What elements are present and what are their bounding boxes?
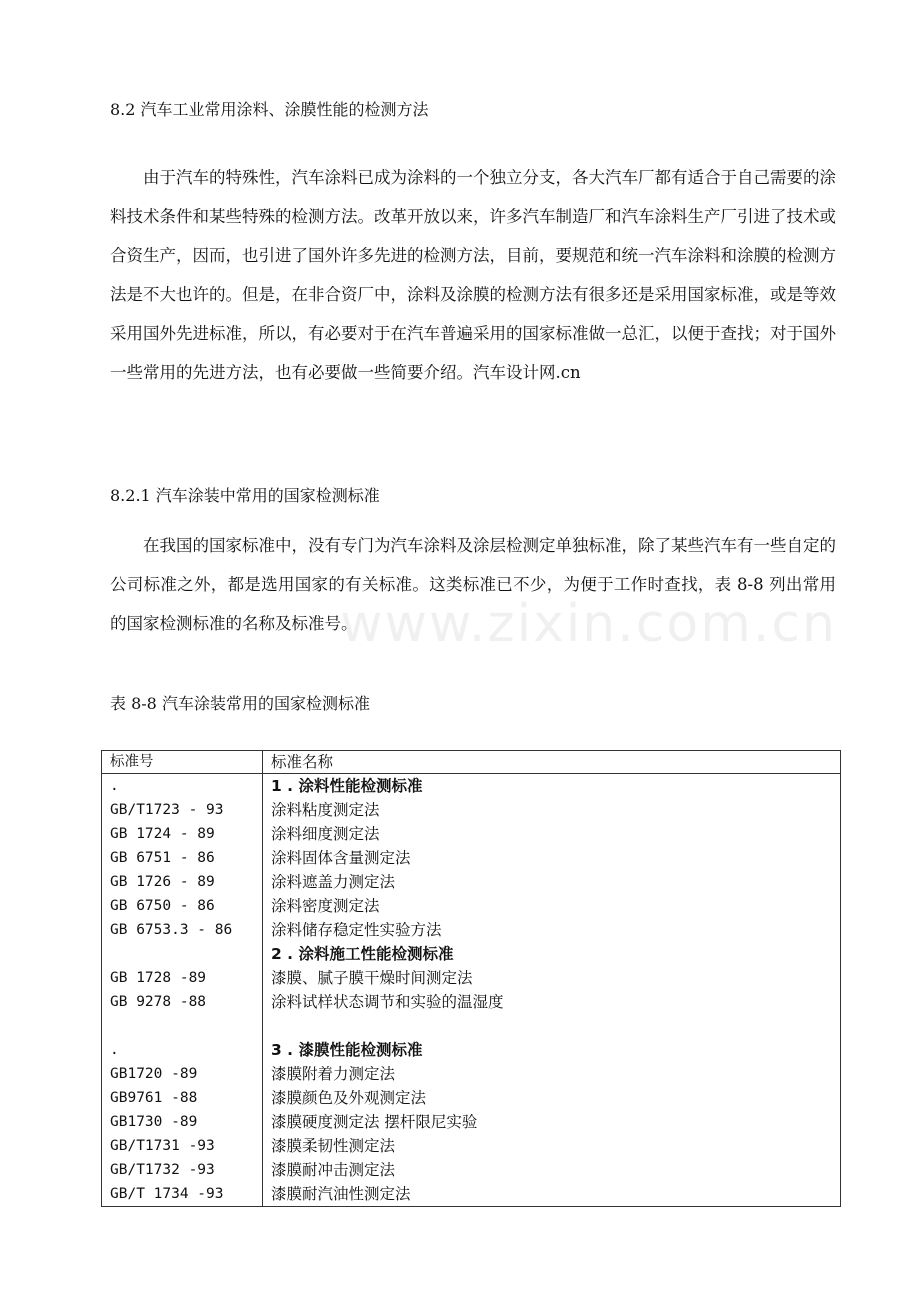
- watermark: www.zixin.com.cn: [340, 594, 837, 654]
- table-body-row: [102, 774, 841, 1207]
- code-cell: .: [110, 778, 119, 794]
- name-cell: 漆膜耐冲击测定法: [271, 1161, 396, 1179]
- header-name: 标准名称: [263, 751, 841, 774]
- code-cell: GB1720 -89: [110, 1066, 198, 1082]
- name-cell: 涂料遮盖力测定法: [271, 873, 396, 891]
- code-cell: GB 6751 - 86: [110, 850, 215, 866]
- name-cell: 涂料试样状态调节和实验的温湿度: [271, 993, 504, 1011]
- code-cell: GB9761 -88: [110, 1090, 198, 1106]
- code-cell: GB 6753.3 - 86: [110, 922, 233, 938]
- name-cell: 涂料粘度测定法: [271, 801, 380, 819]
- code-cell: GB/T1723 - 93: [110, 802, 224, 818]
- name-cell: 涂料密度测定法: [271, 897, 380, 915]
- header-code: 标准号: [102, 751, 263, 774]
- category-title: 2 . 涂料施工性能检测标准: [271, 945, 454, 963]
- name-cell: 漆膜、腻子膜干燥时间测定法: [271, 969, 473, 987]
- name-cell: 涂料储存稳定性实验方法: [271, 921, 442, 939]
- name-cell: 涂料细度测定法: [271, 825, 380, 843]
- code-cell: GB 1724 - 89: [110, 826, 215, 842]
- code-cell: GB/T1731 -93: [110, 1138, 215, 1154]
- code-cell: GB 1726 - 89: [110, 874, 215, 890]
- code-cell: GB 6750 - 86: [110, 898, 215, 914]
- subsection-heading: 8.2.1 汽车涂装中常用的国家检测标准: [110, 486, 380, 505]
- name-column: [263, 774, 841, 1207]
- intro-paragraph: 由于汽车的特殊性，汽车涂料已成为涂料的一个独立分支，各大汽车厂都有适合于自己需要的涂料技术条件和某些特殊的检测方法。改革开放以来，许多汽车制造厂和汽车涂料生产厂引进了技术或合资生产，因而，也引进了国外许多先进的检测方法，目前，要规范和统一汽车涂料和涂膜的检测方法是不大也许的。但是，在非合资厂中，涂料及涂膜的检测方法有很多还是采用国家标准，或是等效采用国外先进标准，所以，有必要对于在汽车普遍采用的国家标准做一总汇，以便于查找；对于国外一些常用的先进方法，也有必要做一些简要介绍。汽车设计网.cn: [110, 168, 836, 382]
- name-cell: 漆膜耐汽油性测定法: [271, 1185, 411, 1203]
- subsection-paragraph: 在我国的国家标准中，没有专门为汽车涂料及涂层检测定单独标准，除了某些汽车有一些自定的公司标准之外，都是选用国家的有关标准。这类标准已不少，为便于工作时查找，表 8-8 列出常用的国家检测标准的名称及标准号。: [110, 536, 836, 633]
- section-heading: 8.2 汽车工业常用涂料、涂膜性能的检测方法: [110, 100, 429, 119]
- code-cell: GB1730 -89: [110, 1114, 198, 1130]
- code-cell: .: [110, 1042, 119, 1058]
- table-header-row: [102, 751, 841, 774]
- category-title: 1 . 涂料性能检测标准: [271, 777, 423, 795]
- name-cell: 漆膜颜色及外观测定法: [271, 1089, 427, 1107]
- code-cell: GB 9278 -88: [110, 994, 207, 1010]
- code-cell: GB/T 1734 -93: [110, 1186, 224, 1202]
- table-caption: 表 8-8 汽车涂装常用的国家检测标准: [110, 694, 370, 713]
- name-cell: 漆膜柔韧性测定法: [271, 1137, 396, 1155]
- code-column: [102, 774, 263, 1207]
- code-cell: [110, 942, 254, 966]
- name-cell: 涂料固体含量测定法: [271, 849, 411, 867]
- code-cell: [110, 1014, 254, 1038]
- code-cell: GB/T1732 -93: [110, 1162, 215, 1178]
- standards-table: [101, 750, 841, 1207]
- name-cell: [271, 1014, 832, 1038]
- name-cell: 漆膜硬度测定法 摆杆限尼实验: [271, 1113, 478, 1131]
- category-title: 3 . 漆膜性能检测标准: [271, 1041, 423, 1059]
- code-cell: GB 1728 -89: [110, 970, 207, 986]
- name-cell: 漆膜附着力测定法: [271, 1065, 396, 1083]
